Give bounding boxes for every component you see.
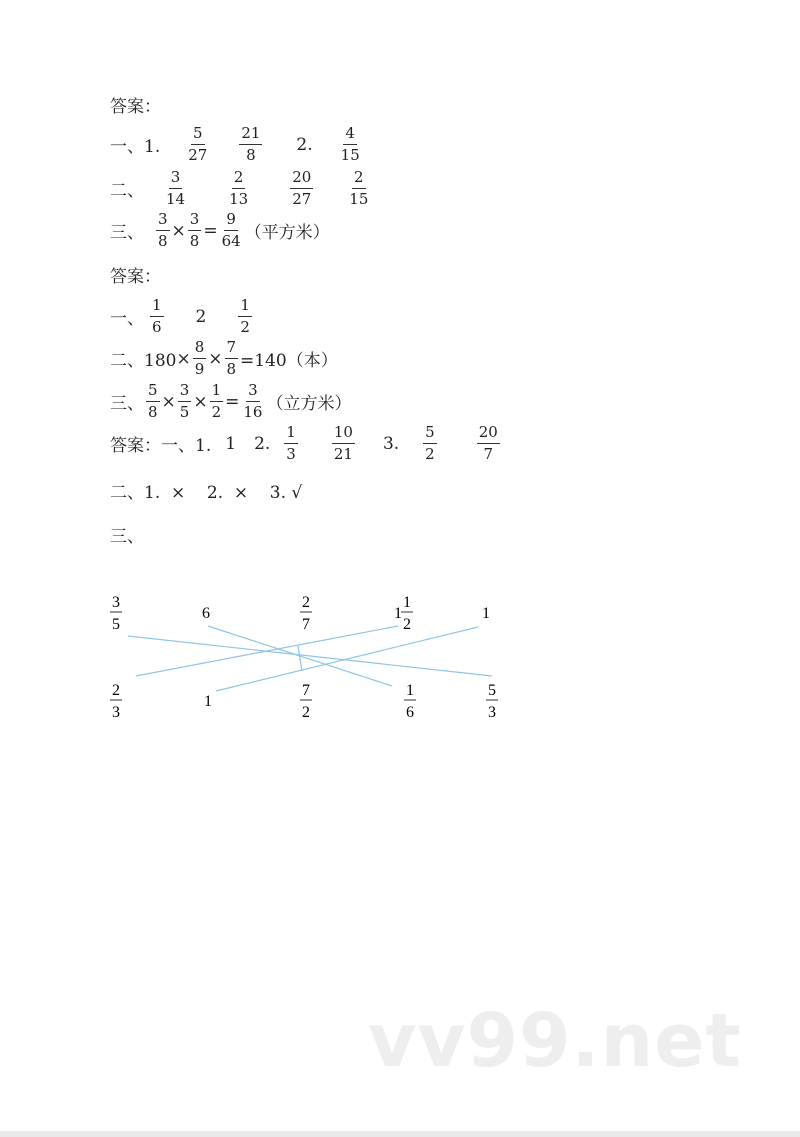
- matching-lines: [128, 626, 492, 691]
- equals-sign: =: [225, 391, 240, 412]
- times-sign: ×: [161, 391, 176, 412]
- page-bottom-edge: [0, 1131, 800, 1137]
- fraction-numerator: 3: [112, 594, 120, 611]
- fraction: $\frac{9}{64}$: [221, 210, 241, 250]
- fraction: $\frac{1}{3}$: [286, 423, 296, 463]
- fraction-denominator: 3: [488, 704, 496, 721]
- fraction: $\frac{8}{9}$: [194, 338, 205, 378]
- fraction: $\frac{3}{8}$: [189, 210, 200, 250]
- match-line: [128, 636, 492, 676]
- fraction-numerator: 7: [302, 682, 310, 699]
- fraction: $\frac{20}{27}$: [292, 168, 312, 208]
- q-sub-label: 2.: [254, 433, 271, 454]
- fraction: $\frac{5}{2}$: [425, 423, 435, 463]
- q-label: 一、: [110, 309, 144, 329]
- match-value: 6: [202, 605, 210, 622]
- unit-text: （平方米）: [244, 223, 330, 243]
- fraction: $\frac{3}{8}$: [158, 210, 168, 250]
- fraction-denominator: 6: [406, 704, 414, 721]
- mixed-whole: 1: [394, 605, 402, 622]
- match-value: 1: [204, 693, 212, 710]
- q-label: 一、1.: [110, 137, 161, 157]
- fraction: $\frac{2}{13}$: [229, 168, 249, 208]
- fraction: $\frac{2}{15}$: [349, 168, 369, 208]
- times-sign: ×: [176, 348, 191, 369]
- fraction: $\frac{3}{14}$: [166, 168, 186, 208]
- fraction: $\frac{1}{6}$: [152, 296, 162, 336]
- q-label: 二、180: [110, 351, 177, 371]
- fraction: $\frac{3}{5}$: [179, 381, 190, 421]
- fraction: $\frac{1}{2}$: [240, 296, 250, 336]
- fraction-numerator: 5: [488, 682, 496, 699]
- watermark: vv99.net: [368, 998, 742, 1084]
- times-sign: ×: [171, 220, 186, 241]
- fraction-numerator: 1: [406, 682, 414, 699]
- match-line: [216, 627, 478, 691]
- fraction: $\frac{20}{7}$: [478, 423, 498, 463]
- fraction-numerator: 2: [302, 594, 310, 611]
- heading-text: 答案：: [110, 267, 161, 287]
- fraction-denominator: 3: [112, 704, 120, 721]
- answer-value: 2: [195, 306, 207, 327]
- q-label: 二、: [110, 181, 144, 201]
- fraction-denominator: 7: [302, 616, 310, 633]
- match-value: 1: [482, 605, 490, 622]
- q-label: 三、: [110, 394, 144, 414]
- true-false-answers: 二、1. × 2. × 3. √: [110, 483, 303, 503]
- fraction: $\frac{5}{8}$: [148, 381, 158, 421]
- fraction-numerator: 2: [112, 682, 120, 699]
- match-line: [136, 626, 398, 676]
- fraction: $\frac{10}{21}$: [333, 423, 353, 463]
- fraction-denominator: 5: [112, 616, 120, 633]
- fraction-numerator: 1: [403, 594, 411, 611]
- fraction: $\frac{3}{16}$: [243, 381, 263, 421]
- equals-sign: =: [203, 220, 218, 241]
- match-line: [298, 646, 302, 671]
- fraction: $\frac{4}{15}$: [340, 124, 360, 164]
- times-sign: ×: [208, 348, 223, 369]
- fraction: $\frac{7}{8}$: [226, 338, 237, 378]
- q-sub-label: 2.: [296, 134, 313, 155]
- q-sub-label: 3.: [382, 433, 400, 454]
- heading-text: 答案：: [110, 97, 161, 117]
- heading-text: 答案：一、1.: [110, 436, 212, 456]
- times-sign: ×: [193, 391, 208, 412]
- fraction-denominator: 2: [403, 616, 411, 633]
- q-label: 三、: [110, 527, 144, 547]
- fraction: $\frac{1}{2}$: [211, 381, 222, 421]
- fraction-denominator: 2: [302, 704, 310, 721]
- result-text: =140（本）: [240, 351, 338, 371]
- answer-value: 1: [225, 433, 237, 454]
- fraction: $\frac{5}{27}$: [188, 124, 208, 164]
- unit-text: （立方米）: [266, 394, 352, 414]
- fraction: $\frac{21}{8}$: [241, 124, 261, 164]
- q-label: 三、: [110, 223, 144, 243]
